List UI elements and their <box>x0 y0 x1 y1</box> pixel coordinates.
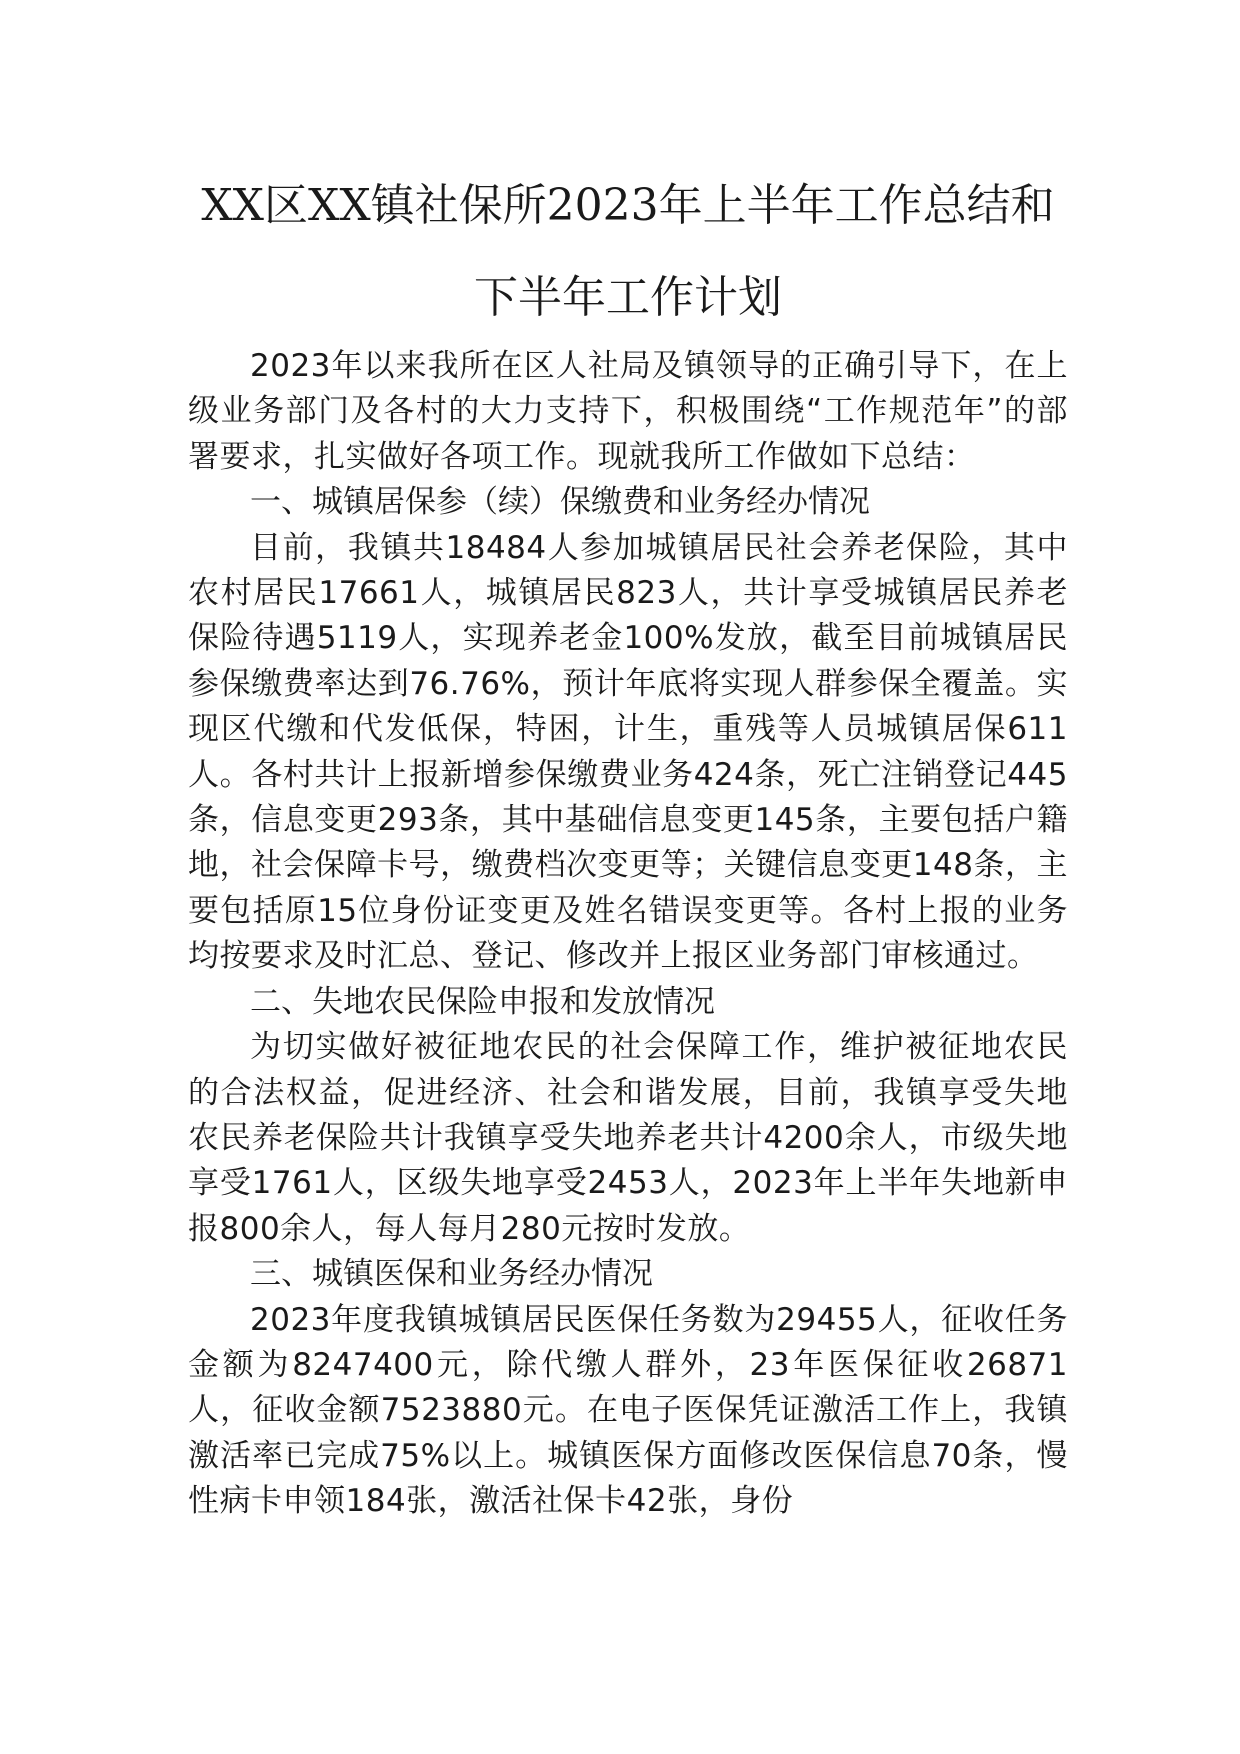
section-body-2: 为切实做好被征地农民的社会保障工作，维护被征地农民的合法权益，促进经济、社会和谐发展，目前，我镇享受失地农民养老保险共计我镇享受失地养老共计4200余人，市级失地享受1761人，区级失地享受2453人，2023年上半年失地新申报800余人，每人每月280元按时发放。 <box>188 1029 1068 1247</box>
section-heading-1: 一、城镇居保参（续）保缴费和业务经办情况 <box>250 484 870 521</box>
section-body-3: 2023年度我镇城镇居民医保任务数为29455人，征收任务金额为8247400元，除代缴人群外，23年医保征收26871人，征收金额7523880元。在电子医保凭证激活工作上，我镇激活率已完成75%以上。城镇医保方面修改医保信息70条，慢性病卡申领184张，激活社保卡42张，身份 <box>188 1301 1068 1520</box>
section-heading-2: 二、失地农民保险申报和发放情况 <box>250 983 715 1020</box>
document-body <box>188 160 1068 1525</box>
document-title: XX区XX镇社保所2023年上半年工作总结和下半年工作计划 <box>201 180 1055 323</box>
section-body-1: 目前，我镇共18484人参加城镇居民社会养老保险，其中农村居民17661人，城镇居民823人，共计享受城镇居民养老保险待遇5119人，实现养老金100%发放，截至目前城镇居民参保缴费率达到76.76%，预计年底将实现人群参保全覆盖。实现区代缴和代发低保，特困，计生，重残等人员城镇居保611人。各村共计上报新增参保缴费业务424条，死亡注销登记445条，信息变更293条，其中基础信息变更145条，主要包括户籍地，社会保障卡号，缴费档次变更等；关键信息变更148条，主要包括原15位身份证变更及姓名错误变更等。各村上报的业务均按要求及时汇总、登记、修改并上报区业务部门审核通过。 <box>188 529 1068 975</box>
intro-paragraph: 2023年以来我所在区人社局及镇领导的正确引导下，在上级业务部门及各村的大力支持下，积极围绕“工作规范年”的部署要求，扎实做好各项工作。现就我所工作做如下总结： <box>188 348 1068 475</box>
section-heading-3: 三、城镇医保和业务经办情况 <box>250 1256 653 1293</box>
